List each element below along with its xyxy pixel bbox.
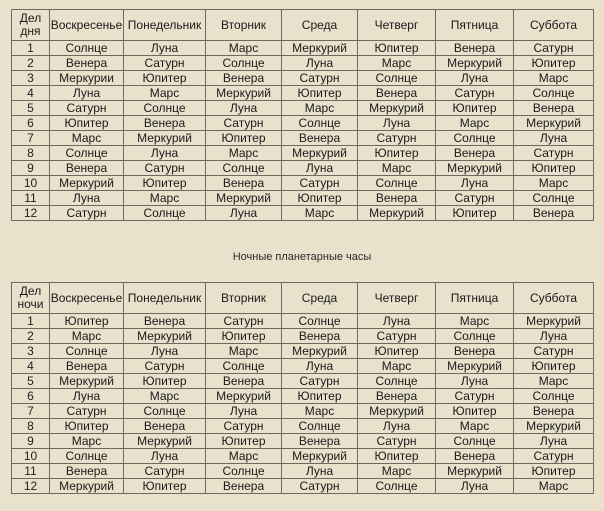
planet-cell: Сатурн <box>514 449 594 464</box>
planet-cell: Венера <box>436 41 514 56</box>
table-row <box>12 389 594 404</box>
planet-cell: Меркурий <box>282 146 358 161</box>
planet-cell: Луна <box>50 191 124 206</box>
planet-cell: Марс <box>514 176 594 191</box>
table-row <box>12 344 594 359</box>
planet-cell: Сатурн <box>514 146 594 161</box>
planet-cell: Венера <box>358 86 436 101</box>
planet-cell: Луна <box>436 479 514 494</box>
planet-cell: Солнце <box>358 479 436 494</box>
planet-cell: Сатурн <box>514 344 594 359</box>
planet-cell: Солнце <box>282 314 358 329</box>
planet-cell: Венера <box>282 434 358 449</box>
planet-cell: Венера <box>124 116 206 131</box>
planet-cell: Венера <box>358 191 436 206</box>
planet-cell: Луна <box>436 176 514 191</box>
planet-cell: Луна <box>514 434 594 449</box>
planet-cell: Венера <box>206 176 282 191</box>
planet-cell: Марс <box>50 131 124 146</box>
table-row <box>12 449 594 464</box>
table-row <box>12 161 594 176</box>
planet-cell: Юпитер <box>282 191 358 206</box>
table-row <box>12 71 594 86</box>
weekday-header: Четверг <box>358 283 436 314</box>
weekday-header: Пятница <box>436 10 514 41</box>
planet-cell: Меркурий <box>50 176 124 191</box>
planet-cell: Марс <box>206 41 282 56</box>
planet-cell: Юпитер <box>436 101 514 116</box>
planet-cell: Солнце <box>514 389 594 404</box>
planet-cell: Сатурн <box>282 176 358 191</box>
planet-cell: Солнце <box>124 101 206 116</box>
planet-cell: Венера <box>282 329 358 344</box>
planet-cell: Солнце <box>206 464 282 479</box>
planet-cell: Луна <box>436 71 514 86</box>
day-table-body <box>12 41 594 221</box>
planet-cell: Юпитер <box>124 176 206 191</box>
planet-cell: Марс <box>358 359 436 374</box>
table-row <box>12 419 594 434</box>
table-row <box>12 41 594 56</box>
hour-number-cell: 11 <box>12 191 50 206</box>
planet-cell: Марс <box>206 146 282 161</box>
weekday-header: Вторник <box>206 10 282 41</box>
planet-cell: Венера <box>50 464 124 479</box>
planet-cell: Солнце <box>50 344 124 359</box>
planet-cell: Сатурн <box>358 329 436 344</box>
planet-cell: Сатурн <box>50 101 124 116</box>
planet-cell: Солнце <box>358 374 436 389</box>
planet-cell: Марс <box>50 434 124 449</box>
planet-cell: Марс <box>282 404 358 419</box>
planet-cell: Меркурий <box>124 434 206 449</box>
planet-cell: Сатурн <box>436 191 514 206</box>
planet-cell: Юпитер <box>436 206 514 221</box>
hour-number-cell: 5 <box>12 374 50 389</box>
planet-cell: Луна <box>206 101 282 116</box>
planet-cell: Луна <box>50 389 124 404</box>
hour-number-cell: 9 <box>12 161 50 176</box>
planet-cell: Меркурий <box>436 359 514 374</box>
hour-number-cell: 12 <box>12 206 50 221</box>
planet-cell: Юпитер <box>124 374 206 389</box>
hour-number-cell: 8 <box>12 146 50 161</box>
planet-cell: Марс <box>206 344 282 359</box>
planet-cell: Луна <box>124 344 206 359</box>
planet-cell: Солнце <box>514 86 594 101</box>
planet-cell: Венера <box>514 404 594 419</box>
planet-cell: Венера <box>514 101 594 116</box>
table-row <box>12 56 594 71</box>
planet-cell: Сатурн <box>50 404 124 419</box>
hour-number-cell: 3 <box>12 344 50 359</box>
planet-cell: Сатурн <box>282 374 358 389</box>
planet-cell: Сатурн <box>206 116 282 131</box>
weekday-header: Понедельник <box>124 10 206 41</box>
planet-cell: Меркурий <box>206 389 282 404</box>
planet-cell: Солнце <box>358 71 436 86</box>
hour-number-cell: 8 <box>12 419 50 434</box>
day-header-row <box>12 10 594 41</box>
planet-cell: Юпитер <box>50 116 124 131</box>
table-row <box>12 86 594 101</box>
planet-cell: Марс <box>436 314 514 329</box>
planet-cell: Луна <box>358 419 436 434</box>
planet-cell: Меркурий <box>206 86 282 101</box>
planet-cell: Меркурий <box>282 344 358 359</box>
hour-number-cell: 12 <box>12 479 50 494</box>
planet-cell: Юпитер <box>124 479 206 494</box>
planet-cell: Марс <box>358 56 436 71</box>
table-row <box>12 434 594 449</box>
planet-cell: Юпитер <box>358 41 436 56</box>
planet-cell: Сатурн <box>514 41 594 56</box>
planet-cell: Луна <box>206 404 282 419</box>
planet-cell: Солнце <box>358 176 436 191</box>
night-header-row <box>12 283 594 314</box>
planet-cell: Луна <box>358 314 436 329</box>
planet-cell: Солнце <box>50 449 124 464</box>
planet-cell: Меркурий <box>358 206 436 221</box>
planet-cell: Юпитер <box>358 344 436 359</box>
planet-cell: Марс <box>124 191 206 206</box>
planet-cell: Солнце <box>282 116 358 131</box>
hour-number-cell: 3 <box>12 71 50 86</box>
night-table-header <box>12 283 594 314</box>
day-hours-table <box>11 9 594 221</box>
planet-cell: Сатурн <box>282 71 358 86</box>
planet-cell: Солнце <box>436 329 514 344</box>
planet-cell: Юпитер <box>358 449 436 464</box>
table-row <box>12 101 594 116</box>
planet-cell: Марс <box>282 101 358 116</box>
planet-cell: Юпитер <box>514 56 594 71</box>
planet-cell: Сатурн <box>50 206 124 221</box>
planet-cell: Луна <box>206 206 282 221</box>
table-row <box>12 314 594 329</box>
planet-cell: Луна <box>124 41 206 56</box>
table-row <box>12 359 594 374</box>
planet-cell: Марс <box>514 479 594 494</box>
planet-cell: Марс <box>358 161 436 176</box>
planet-cell: Сатурн <box>436 389 514 404</box>
planet-cell: Солнце <box>50 146 124 161</box>
planet-cell: Луна <box>358 116 436 131</box>
planet-cell: Меркурий <box>436 464 514 479</box>
planet-cell: Юпитер <box>436 404 514 419</box>
planet-cell: Солнце <box>436 434 514 449</box>
hour-number-cell: 1 <box>12 41 50 56</box>
planet-cell: Юпитер <box>514 161 594 176</box>
planet-cell: Меркурии <box>50 71 124 86</box>
planet-cell: Венера <box>282 131 358 146</box>
hour-number-cell: 2 <box>12 329 50 344</box>
night-hours-table <box>11 282 594 494</box>
planet-cell: Меркурий <box>282 41 358 56</box>
hour-number-header: Дел дня <box>12 10 50 41</box>
planet-cell: Юпитер <box>358 146 436 161</box>
planet-cell: Сатурн <box>358 434 436 449</box>
planet-cell: Сатурн <box>124 161 206 176</box>
planet-cell: Сатурн <box>436 86 514 101</box>
table-row <box>12 404 594 419</box>
planet-cell: Меркурий <box>206 191 282 206</box>
planet-cell: Марс <box>436 419 514 434</box>
planet-cell: Венера <box>514 206 594 221</box>
planet-cell: Марс <box>436 116 514 131</box>
planet-cell: Сатурн <box>124 464 206 479</box>
planet-cell: Венера <box>50 56 124 71</box>
weekday-header: Воскресенье <box>50 10 124 41</box>
weekday-header: Вторник <box>206 283 282 314</box>
planet-cell: Луна <box>124 146 206 161</box>
planet-cell: Солнце <box>206 161 282 176</box>
planet-cell: Юпитер <box>282 86 358 101</box>
planet-cell: Венера <box>124 419 206 434</box>
planet-cell: Венера <box>206 479 282 494</box>
planet-cell: Венера <box>436 146 514 161</box>
planet-cell: Солнце <box>206 56 282 71</box>
planet-cell: Юпитер <box>124 71 206 86</box>
hour-number-cell: 5 <box>12 101 50 116</box>
weekday-header: Четверг <box>358 10 436 41</box>
planet-cell: Солнце <box>124 206 206 221</box>
planet-cell: Луна <box>124 449 206 464</box>
table-row <box>12 329 594 344</box>
hour-number-cell: 11 <box>12 464 50 479</box>
planet-cell: Меркурий <box>124 131 206 146</box>
planet-cell: Луна <box>50 86 124 101</box>
hour-number-cell: 10 <box>12 176 50 191</box>
hour-number-cell: 4 <box>12 359 50 374</box>
planet-cell: Венера <box>50 359 124 374</box>
hour-number-cell: 4 <box>12 86 50 101</box>
planet-cell: Марс <box>206 449 282 464</box>
hour-number-cell: 10 <box>12 449 50 464</box>
planet-cell: Меркурий <box>358 404 436 419</box>
planet-cell: Луна <box>282 161 358 176</box>
planet-cell: Солнце <box>124 404 206 419</box>
planet-cell: Солнце <box>206 359 282 374</box>
table-row <box>12 116 594 131</box>
planet-cell: Луна <box>436 374 514 389</box>
planet-cell: Луна <box>282 464 358 479</box>
night-table-body <box>12 314 594 494</box>
weekday-header: Понедельник <box>124 283 206 314</box>
planet-cell: Марс <box>514 374 594 389</box>
table-row <box>12 146 594 161</box>
hour-number-cell: 1 <box>12 314 50 329</box>
planet-cell: Сатурн <box>124 359 206 374</box>
planet-cell: Солнце <box>514 191 594 206</box>
planet-cell: Луна <box>514 329 594 344</box>
planet-cell: Меркурий <box>436 161 514 176</box>
night-table-title: Ночные планетарные часы <box>232 251 372 263</box>
planet-cell: Меркурий <box>50 479 124 494</box>
planet-cell: Венера <box>436 449 514 464</box>
planet-cell: Меркурий <box>514 314 594 329</box>
planet-cell: Меркурий <box>358 101 436 116</box>
day-table-header <box>12 10 594 41</box>
planet-cell: Меркурий <box>124 329 206 344</box>
hour-number-cell: 7 <box>12 404 50 419</box>
planet-cell: Луна <box>282 56 358 71</box>
planet-cell: Венера <box>206 71 282 86</box>
planet-cell: Юпитер <box>282 389 358 404</box>
planet-cell: Марс <box>124 86 206 101</box>
planet-cell: Марс <box>50 329 124 344</box>
weekday-header: Пятница <box>436 283 514 314</box>
planet-cell: Марс <box>124 389 206 404</box>
hour-number-cell: 9 <box>12 434 50 449</box>
planet-cell: Венера <box>124 314 206 329</box>
table-row <box>12 191 594 206</box>
table-row <box>12 131 594 146</box>
hour-number-header: Дел ночи <box>12 283 50 314</box>
planet-cell: Сатурн <box>206 314 282 329</box>
weekday-header: Суббота <box>514 283 594 314</box>
weekday-header: Воскресенье <box>50 283 124 314</box>
planet-cell: Юпитер <box>206 329 282 344</box>
planet-cell: Венера <box>358 389 436 404</box>
weekday-header: Суббота <box>514 10 594 41</box>
planet-cell: Юпитер <box>206 131 282 146</box>
planet-cell: Меркурий <box>50 374 124 389</box>
planet-cell: Меркурий <box>282 449 358 464</box>
table-row <box>12 176 594 191</box>
planet-cell: Марс <box>358 464 436 479</box>
table-row <box>12 464 594 479</box>
planet-cell: Солнце <box>50 41 124 56</box>
planet-cell: Меркурий <box>436 56 514 71</box>
planet-cell: Юпитер <box>50 419 124 434</box>
weekday-header: Среда <box>282 283 358 314</box>
planet-cell: Солнце <box>436 131 514 146</box>
planet-cell: Юпитер <box>514 464 594 479</box>
planet-cell: Меркурий <box>514 116 594 131</box>
planet-cell: Сатурн <box>282 479 358 494</box>
planet-cell: Луна <box>514 131 594 146</box>
planet-cell: Юпитер <box>50 314 124 329</box>
hour-number-cell: 2 <box>12 56 50 71</box>
planet-cell: Венера <box>436 344 514 359</box>
planet-cell: Сатурн <box>358 131 436 146</box>
planet-cell: Венера <box>50 161 124 176</box>
hour-number-cell: 7 <box>12 131 50 146</box>
planet-cell: Меркурий <box>514 419 594 434</box>
table-row <box>12 206 594 221</box>
planet-cell: Луна <box>282 359 358 374</box>
table-row <box>12 479 594 494</box>
planet-cell: Юпитер <box>206 434 282 449</box>
weekday-header: Среда <box>282 10 358 41</box>
hour-number-cell: 6 <box>12 116 50 131</box>
table-row <box>12 374 594 389</box>
planet-cell: Солнце <box>282 419 358 434</box>
planet-cell: Венера <box>206 374 282 389</box>
planet-cell: Марс <box>282 206 358 221</box>
planet-cell: Юпитер <box>514 359 594 374</box>
hour-number-cell: 6 <box>12 389 50 404</box>
planet-cell: Марс <box>514 71 594 86</box>
planet-cell: Сатурн <box>206 419 282 434</box>
planet-cell: Сатурн <box>124 56 206 71</box>
